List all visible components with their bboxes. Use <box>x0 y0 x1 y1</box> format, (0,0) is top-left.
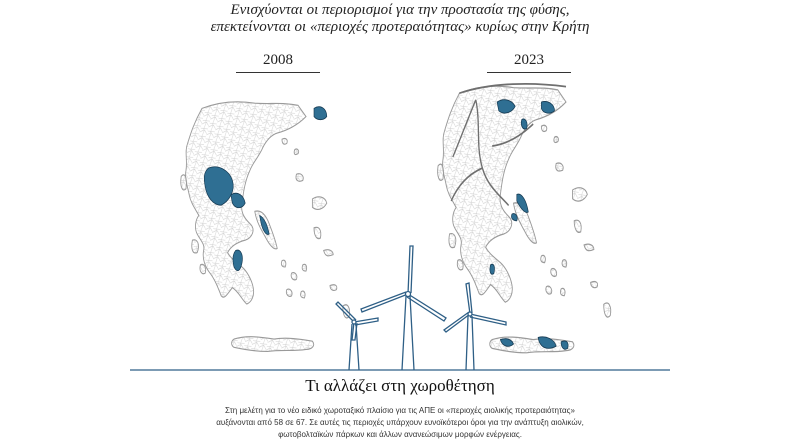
section-caption: Τι αλλάζει στη χωροθέτηση <box>305 376 495 395</box>
title-line-1: Ενισχύονται οι περιορισμοί για την προστασία της φύσης, <box>230 2 570 18</box>
year-label-2023: 2023 <box>487 52 571 73</box>
turbine-right <box>444 283 506 370</box>
turbine-middle <box>361 246 446 370</box>
description-text: Στη μελέτη για το νέο ειδικό χωροταξικό πλαίσιο για τις ΑΠΕ οι «περιοχές αιολικής προτεραιότητας» αυξάνονται από 58 σε 67. Σε αυτές τις περιοχές υπάρχουν ευνοϊκότεροι όροι για την ανάπτυξη αιολικών, φωτοβολταϊκών πάρκων και άλλων ανανεώσιμων μορφών ενέργειας. <box>216 406 584 439</box>
turbine-left <box>336 302 378 370</box>
title-line-2: επεκτείνονται οι «περιοχές προτεραιότητας» κυρίως στην Κρήτη <box>210 19 590 35</box>
priority-area-peloponnese <box>233 250 242 270</box>
map-2008 <box>181 102 350 352</box>
priority-area-boeotia <box>511 214 517 221</box>
priority-area-chalkidiki <box>521 119 527 129</box>
priority-area-laconia <box>490 264 495 274</box>
priority-area-evros <box>314 107 327 120</box>
map-2023 <box>438 84 611 353</box>
year-label-2008: 2008 <box>236 52 320 73</box>
